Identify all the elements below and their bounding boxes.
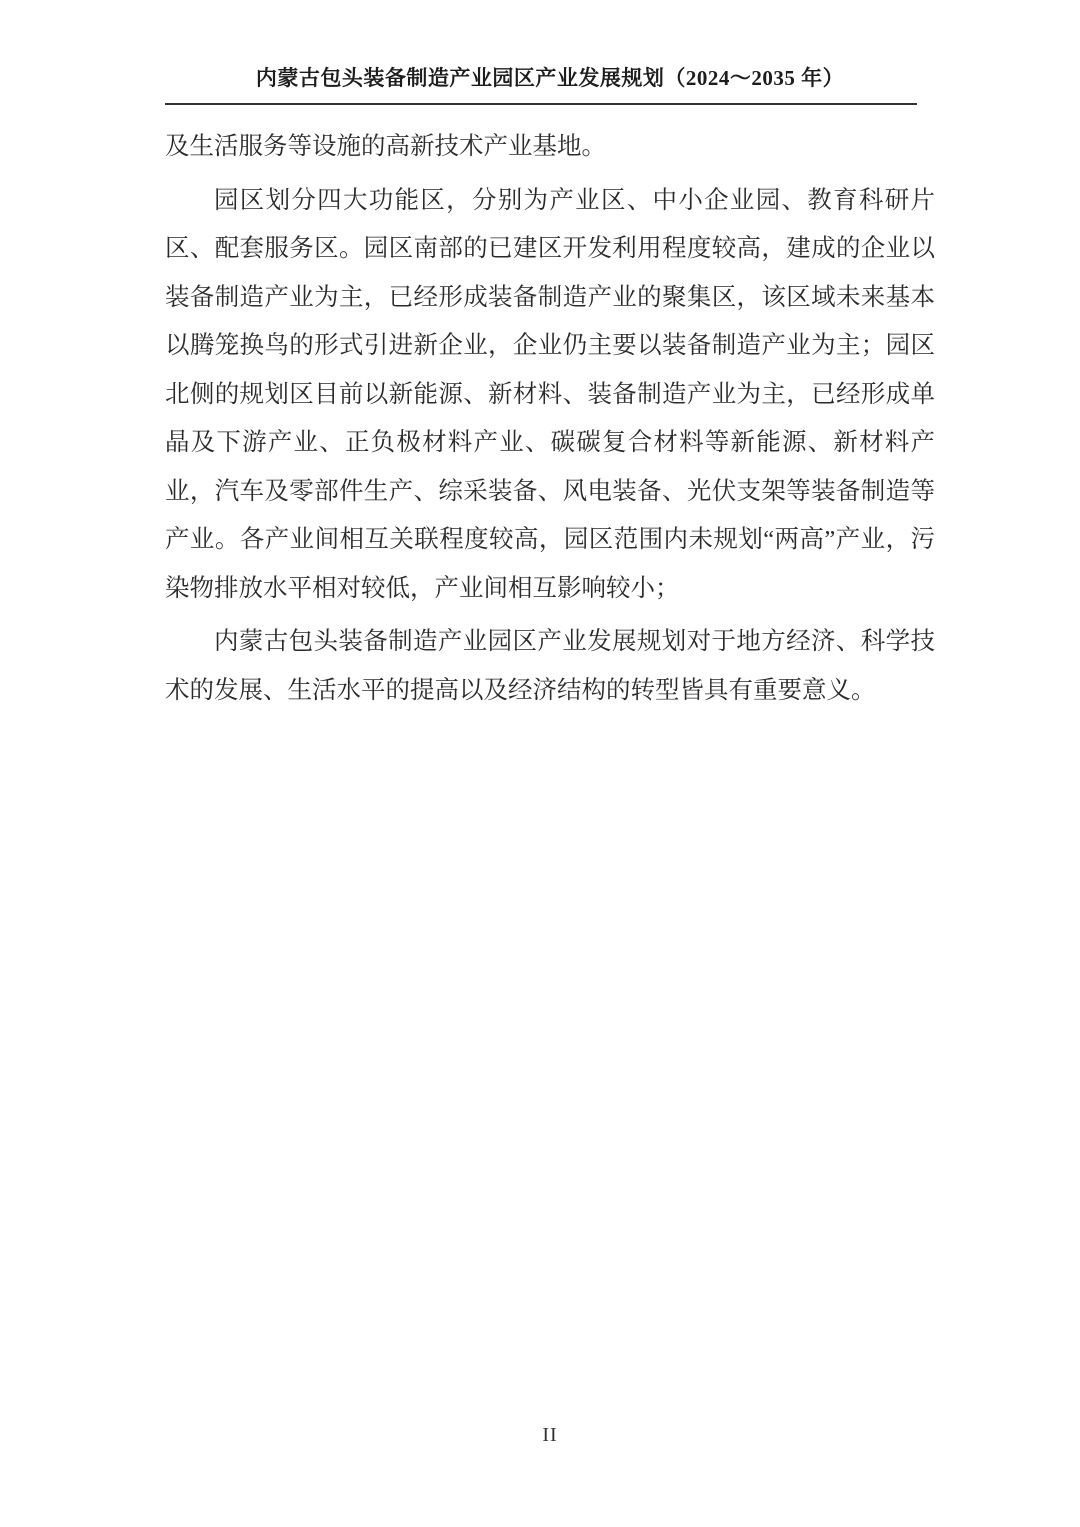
paragraph-3: 内蒙古包头装备制造产业园区产业发展规划对于地方经济、科学技术的发展、生活水平的提高以及经济结构的转型皆具有重要意义。: [165, 628, 935, 704]
paragraph-2: 园区划分四大功能区，分别为产业区、中小企业园、教育科研片区、配套服务区。园区南部的已建区开发利用程度较高，建成的企业以装备制造产业为主，已经形成装备制造产业的聚集区，该区域未来基本以腾笼换鸟的形式引进新企业，企业仍主要以装备制造产业为主；园区北侧的规划区目前以新能源、新材料、装备制造产业为主，已经形成单晶及下游产业、正负极材料产业、碳碳复合材料等新能源、新材料产业，汽车及零部件生产、综采装备、风电装备、光伏支架等装备制造等产业。各产业间相互关联程度较高，园区范围内未规划“两高”产业，污染物排放水平相对较低，产业间相互影响较小；: [165, 186, 935, 602]
paragraph-1: 及生活服务等设施的高新技术产业基地。: [165, 133, 606, 160]
header-title: 内蒙古包头装备制造产业园区产业发展规划（2024～2035 年）: [255, 66, 845, 90]
header-rule: [165, 103, 917, 105]
page-header: [165, 62, 935, 92]
page-number: II: [542, 1424, 558, 1446]
page-footer: [165, 1424, 935, 1447]
document-body: [165, 123, 935, 720]
